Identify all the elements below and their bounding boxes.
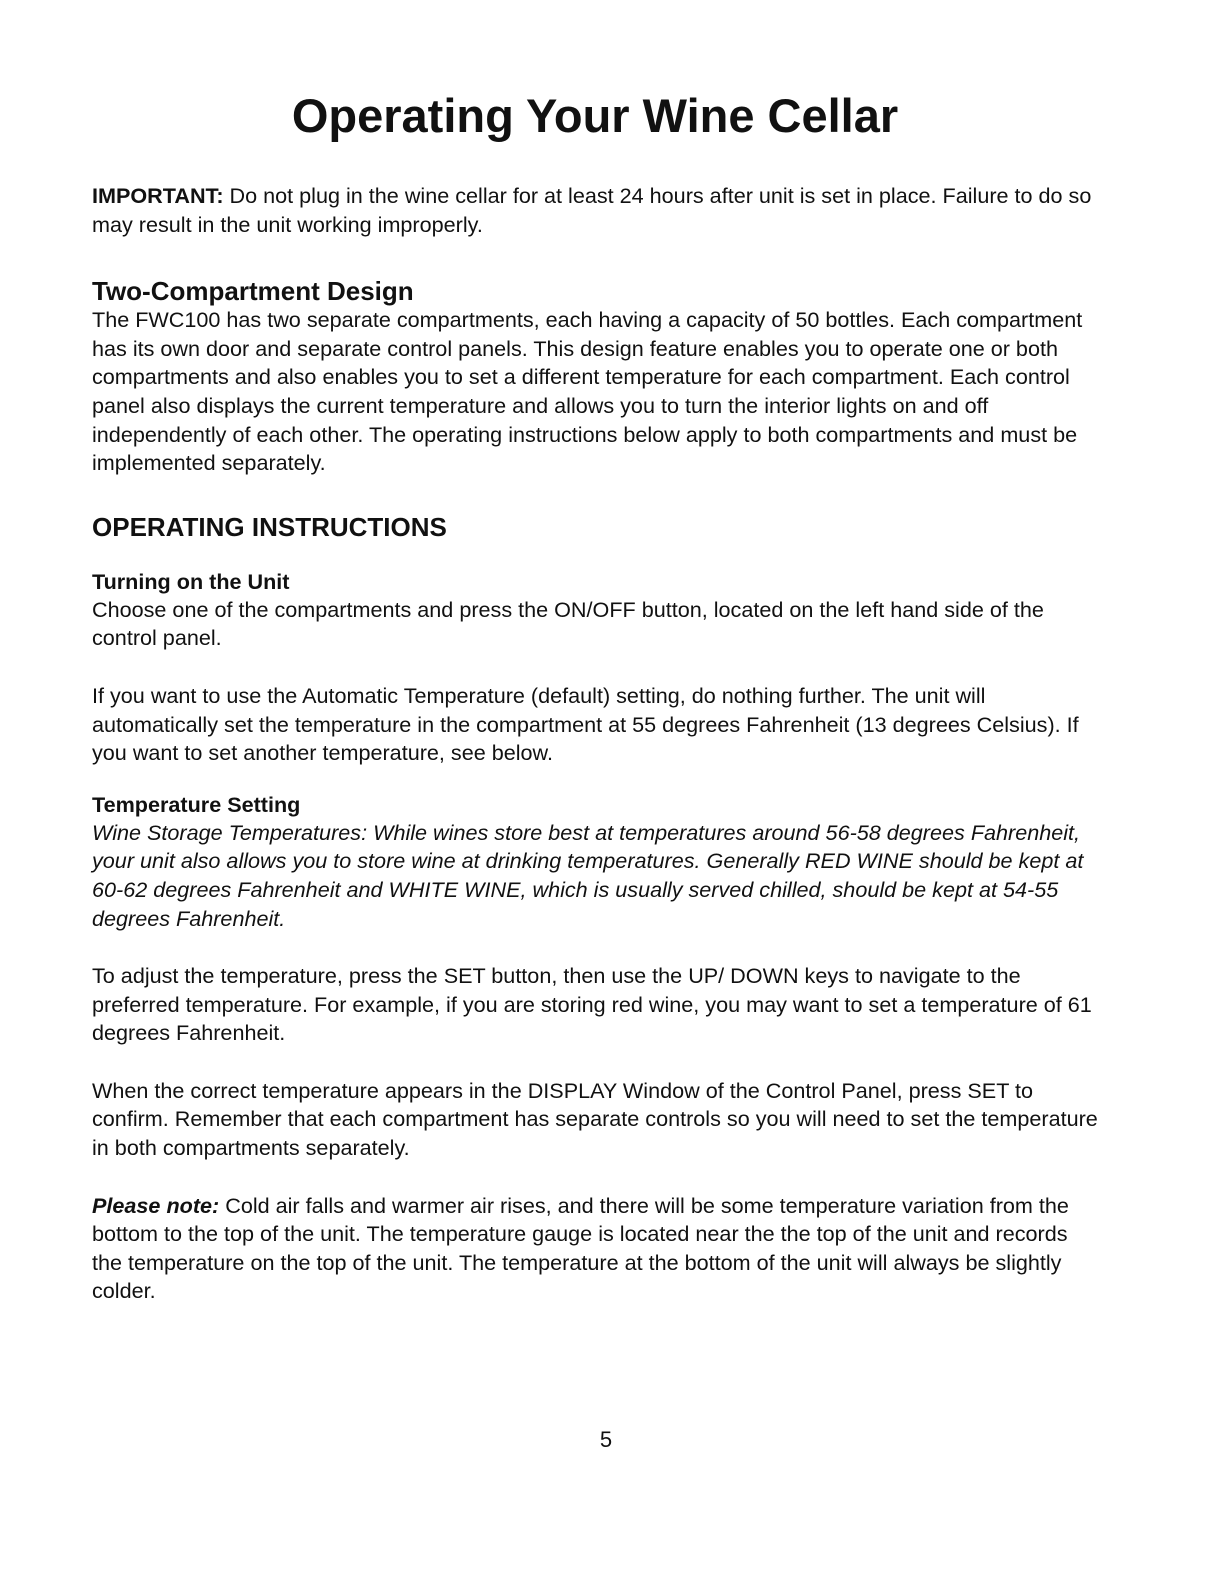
page-number: 5 bbox=[599, 1427, 613, 1452]
page-title: Operating Your Wine Cellar bbox=[291, 89, 899, 142]
turning-on-paragraph-1: Choose one of the compartments and press the ON/OFF button, located on the left hand side of the control panel. bbox=[92, 596, 1044, 651]
important-notice bbox=[92, 182, 1102, 239]
turning-on-paragraph-2: If you want to use the Automatic Temperature (default) setting, do nothing further. The unit will automatically set the temperature in the compartment at 55 degrees Fahrenheit (13 degrees Celsius). If you want to set another temperature, see below. bbox=[92, 682, 1079, 766]
temperature-setting-heading: Temperature Setting bbox=[92, 791, 301, 817]
confirm-temperature-paragraph: When the correct temperature appears in the DISPLAY Window of the Control Panel, press SET to confirm. Remember that each compartment has separate controls so you will need to set the temperature in both compartments separately. bbox=[92, 1077, 1098, 1161]
two-compartment-body: The FWC100 has two separate compartments, each having a capacity of 50 bottles. Each compartment has its own door and separate control panels. This design feature enables you to operate one or both compartments and also enables you to set a different temperature for each compartment. Each control panel also displays the current temperature and allows you to turn the interior lights on and off independently of each other. The operating instructions below apply to both compartments and must be implemented separately. bbox=[92, 307, 1083, 476]
important-text: Do not plug in the wine cellar for at least 24 hours after unit is set in place. Failure to do so may result in the unit working improperly. bbox=[92, 183, 1092, 237]
operating-instructions-heading: OPERATING INSTRUCTIONS bbox=[92, 511, 447, 542]
please-note-paragraph bbox=[92, 1192, 1102, 1306]
two-compartment-heading: Two-Compartment Design bbox=[92, 276, 414, 307]
wine-storage-temperatures-paragraph: Wine Storage Temperatures: While wines store best at temperatures around 56-58 degrees Fahrenheit, your unit also allows you to store wine at drinking temperatures. Generally RED WINE should be kept at 60-62 degrees Fahrenheit and WHITE WINE, which is usually served chilled, should be kept at 54-55 degrees Fahrenheit. bbox=[92, 819, 1084, 931]
turning-on-heading: Turning on the Unit bbox=[92, 568, 290, 594]
please-note-text: Cold air falls and warmer air rises, and there will be some temperature variation from the bottom to the top of the unit. The temperature gauge is located near the the top of the unit and records the temperature on the top of the unit. The temperature at the bottom of the unit will always be slightly colder. bbox=[92, 1192, 1069, 1304]
please-note-label: Please note: bbox=[92, 1192, 220, 1218]
adjust-temperature-paragraph: To adjust the temperature, press the SET button, then use the UP/ DOWN keys to navigate to the preferred temperature. For example, if you are storing red wine, you may want to set a temperature of 61 degrees Fahrenheit. bbox=[92, 963, 1092, 1046]
important-label: IMPORTANT: bbox=[92, 183, 224, 208]
page-content bbox=[92, 182, 1102, 1306]
